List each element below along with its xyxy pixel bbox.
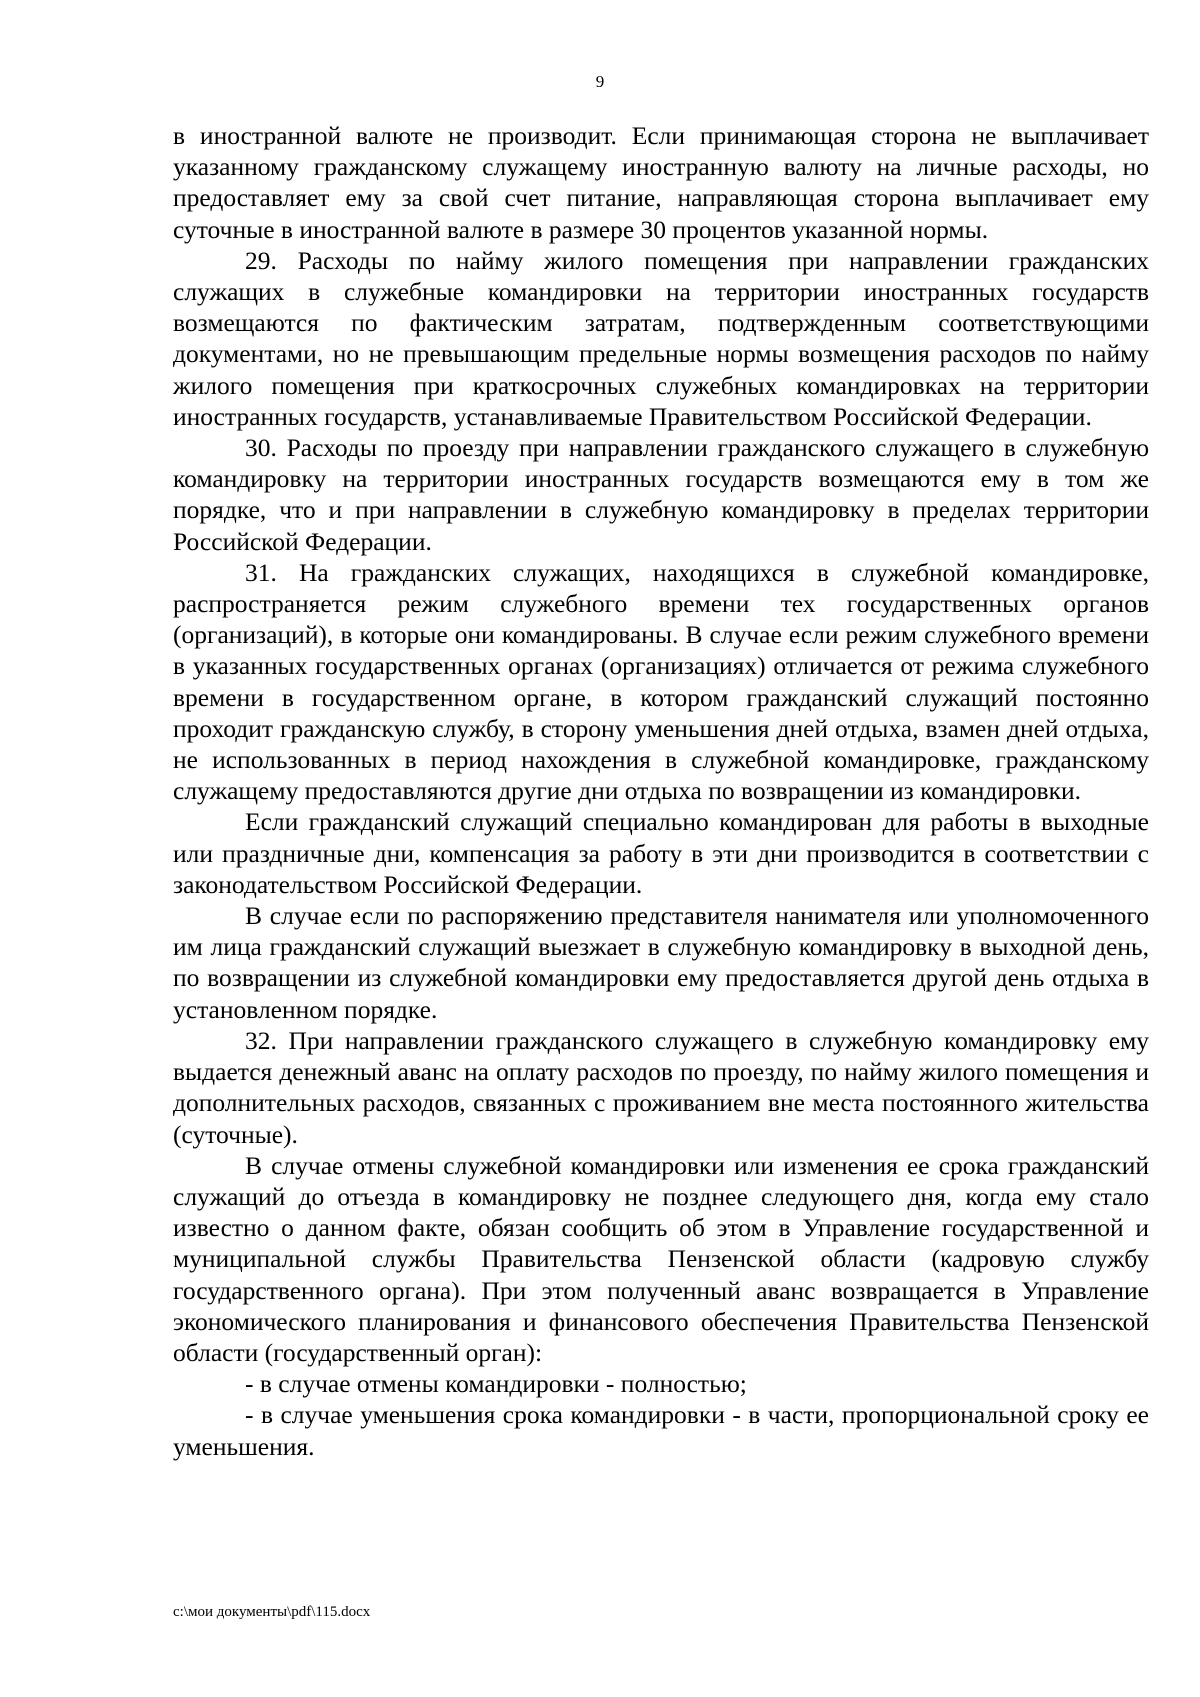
- paragraph-32: 32. При направлении гражданского служащего в служебную командировку ему выдается денежный аванс на оплату расходов по проезду, по найму жилого помещения и дополнительных расходов, связанных с проживанием вне места постоянного жительства (суточные).: [173, 1025, 1149, 1149]
- paragraph: В случае отмены служебной командировки или изменения ее срока гражданский служащий до отъезда в командировку не позднее следующего дня, когда ему стало известно о данном факте, обязан сообщить об этом в Управление государственной и муниципальной службы Правительства Пензенской области (кадровую службу государственного органа). При этом полученный аванс возвращается в Управление экономического планирования и финансового обеспечения Правительства Пензенской области (государственный орган):: [173, 1150, 1149, 1367]
- paragraph: в иностранной валюте не производит. Если принимающая сторона не выплачивает указанному гражданскому служащему иностранную валюту на личные расходы, но предоставляет ему за свой счет питание, направляющая сторона выплачивает ему суточные в иностранной валюте в размере 30 процентов указанной нормы.: [173, 121, 1149, 244]
- paragraph-30: 30. Расходы по проезду при направлении гражданского служащего в служебную командировку на территории иностранных государств возмещаются ему в том же порядке, что и при направлении в служебную командировку в пределах территории Российской Федерации.: [173, 433, 1149, 556]
- list-item: - в случае уменьшения срока командировки - в части, пропорциональной сроку ее уменьшения.: [173, 1400, 1149, 1461]
- paragraph: Если гражданский служащий специально командирован для работы в выходные или праздничные дни, компенсация за работу в эти дни производится в соответствии с законодательством Российской Федерации.: [173, 807, 1149, 899]
- paragraph: В случае если по распоряжению представителя нанимателя или уполномоченного им лица гражданский служащий выезжает в служебную командировку в выходной день, по возвращении из служебной командировки ему предоставляется другой день отдыха в установленном порядке.: [173, 901, 1149, 1024]
- document-body: [173, 120, 1149, 1462]
- file-path-footer: c:\мои документы\pdf\115.docx: [173, 1604, 371, 1620]
- page-number: 9: [595, 72, 605, 91]
- paragraph-29: 29. Расходы по найму жилого помещения при направлении гражданских служащих в служебные командировки на территории иностранных государств возмещаются по фактическим затратам, подтвержденным соответствующими документами, но не превышающим предельные нормы возмещения расходов по найму жилого помещения при краткосрочных служебных командировках на территории иностранных государств, устанавливаемые Правительством Российской Федерации.: [173, 245, 1149, 431]
- paragraph-31: 31. На гражданских служащих, находящихся в служебной командировке, распространяется режим служебного времени тех государственных органов (организаций), в которые они командированы. В случае если режим служебного времени в указанных государственных органах (организациях) отличается от режима служебного времени в государственном органе, в котором гражданский служащий постоянно проходит гражданскую службу, в сторону уменьшения дней отдыха, взамен дней отдыха, не использованных в период нахождения в служебной командировке, гражданскому служащему предоставляются другие дни отдыха по возвращении из командировки.: [173, 557, 1149, 806]
- list-item: - в случае отмены командировки - полностью;: [245, 1369, 747, 1399]
